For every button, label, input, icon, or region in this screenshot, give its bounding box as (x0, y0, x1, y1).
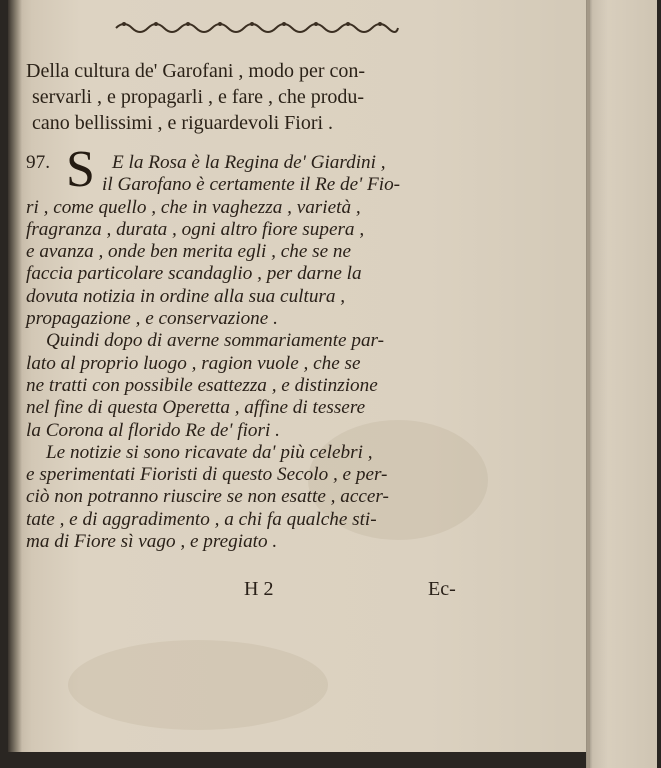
text-line: dovuta notizia in ordine alla sua cultura , (26, 285, 346, 307)
paragraph-number: 97. (26, 152, 50, 173)
text-line: tate , e di aggradimento , a chi fa qualche sti- (26, 508, 377, 530)
text-line: ciò non potranno riuscire se non esatte , accer- (26, 486, 389, 508)
text-line: la Corona al florido Re de' fiori . (26, 419, 280, 441)
text-line: e sperimentati Fioristi di questo Secolo , e per- (26, 464, 388, 486)
paper-stain (68, 640, 328, 730)
book-page (8, 0, 608, 752)
page-edge-shadow (587, 0, 590, 768)
text-line: e avanza , onde ben merita egli , che se ne (26, 241, 352, 263)
text-line: ma di Fiore sì vago , e pregiato . (26, 531, 278, 553)
scroll-vine-ornament-icon (112, 18, 402, 38)
text-line: nel fine di questa Operetta , affine di tessere (26, 397, 366, 419)
text-line: Le notizie si sono ricavate da' più celebri , (46, 441, 373, 463)
chapter-heading (26, 58, 526, 136)
text-line: fragranza , durata , ogni altro fiore supera , (26, 218, 365, 240)
text-line: Quindi dopo di averne sommariamente par- (46, 330, 385, 352)
heading-line: cano bellissimi , e riguardevoli Fiori . (32, 112, 334, 134)
text-line: propagazione , e conservazione . (26, 308, 278, 330)
text-line: ri , come quello , che in vaghezza , varietà , (26, 196, 361, 218)
next-page-edge (586, 0, 657, 768)
text-line: il Garofano è certamente il Re de' Fio- (102, 174, 401, 196)
heading-line: servarli , e propagarli , e fare , che produ- (32, 86, 365, 108)
text-line: lato al proprio luogo , ragion vuole , che se (26, 352, 361, 374)
catchword: Ec- (428, 578, 456, 600)
heading-line: Della cultura de' Garofani , modo per con- (26, 60, 366, 82)
text-line: 97. S E la Rosa è la Regina de' Giardini , (26, 141, 386, 198)
gutter-shadow (8, 0, 22, 752)
body-paragraph (26, 141, 506, 553)
text-line: ne tratti con possibile esattezza , e distinzione (26, 374, 378, 396)
text-line: faccia particolare scandaglio , per darne la (26, 263, 362, 285)
signature-mark: H 2 (244, 578, 274, 600)
drop-capital: S (66, 141, 95, 198)
